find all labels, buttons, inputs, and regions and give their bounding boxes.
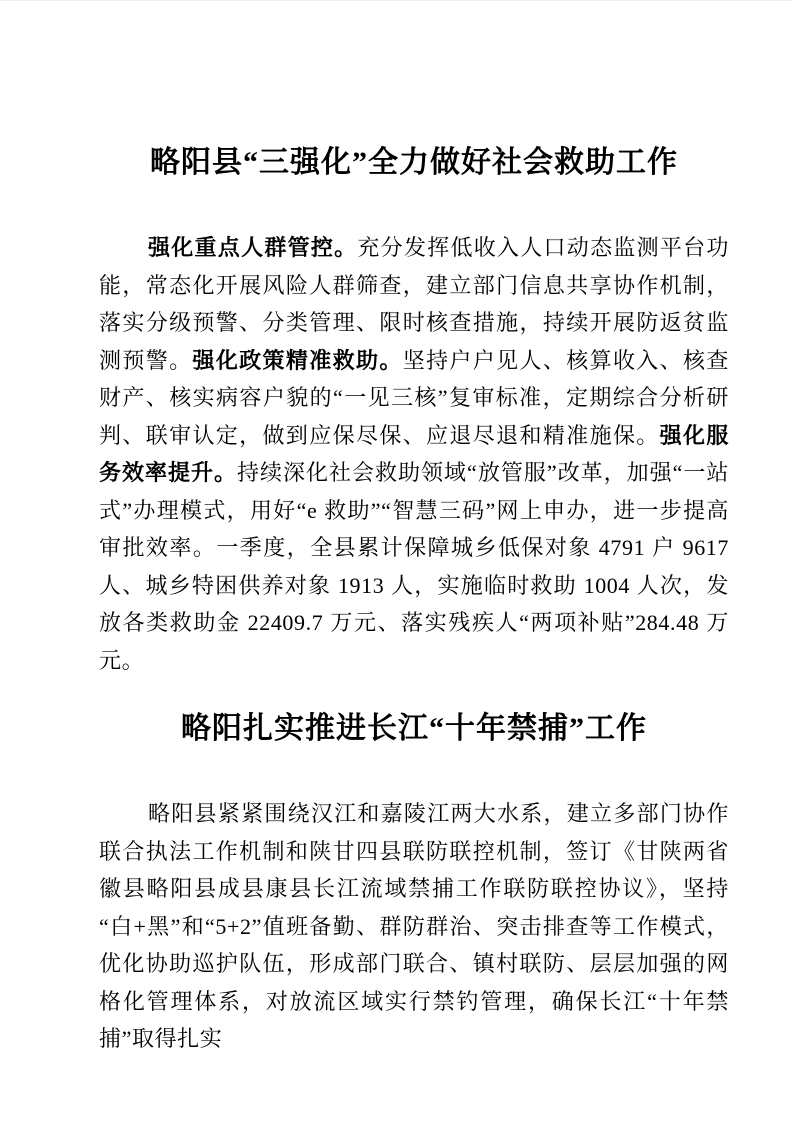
article-2-text-run-1: 略阳县紧紧围绕汉江和嘉陵江两大水系，建立多部门协作联合执法工作机制和陕甘四县联防联控机制，签订《甘陕两省徽县略阳县成县康县长江流域禁捕工作联防联控协议》，坚持“白+黑”和“5+2”值班备勤、群防群治、突击排查等工作模式，优化协助巡护队伍，形成部门联合、镇村联防、层层加强的网格化管理体系，对放流区域实行禁钓管理，确保长江“十年禁捕”取得扎实 — [99, 801, 729, 1051]
article-2-paragraph — [99, 795, 729, 1058]
article-1-bold-lead-1: 强化重点人群管控。 — [148, 235, 358, 260]
article-1-text-run-2: 坚持户户见人、核算收入、核查财产、核实病容户貌的“一见三核”复审标准，定期综合分析研判、联审认定，做到应保尽保、应退尽退和精准施保。 — [99, 347, 729, 448]
article-1-paragraph — [99, 229, 729, 679]
article-2-title: 略阳扎实推进长江“十年禁捕”工作 — [181, 712, 647, 745]
article-1-title: 略阳县“三强化”全力做好社会救助工作 — [150, 146, 678, 179]
article-1-bold-lead-2: 强化政策精准救助。 — [192, 347, 403, 373]
article-1-bold-lead-3: 强化服务效率提升。 — [99, 422, 729, 485]
article-1-text-run-1: 充分发挥低收入人口动态监测平台功能，常态化开展风险人群筛查，建立部门信息共享协作机制，落实分级预警、分类管理、限时核查措施，持续开展防返贫监测预警。 — [99, 235, 729, 373]
article-1-text-run-3: 持续深化社会救助领域“放管服”改革，加强“一站式”办理模式，用好“e 救助”“智慧三码”网上申办，进一步提高审批效率。一季度，全县累计保障城乡低保对象 4791 户 9617 人、城乡特困供养对象 1913 人，实施临时救助 1004 人次，发放各类救助金 22409.7 万元、落实残疾人“两项补贴”284.48 万元。 — [99, 460, 729, 673]
